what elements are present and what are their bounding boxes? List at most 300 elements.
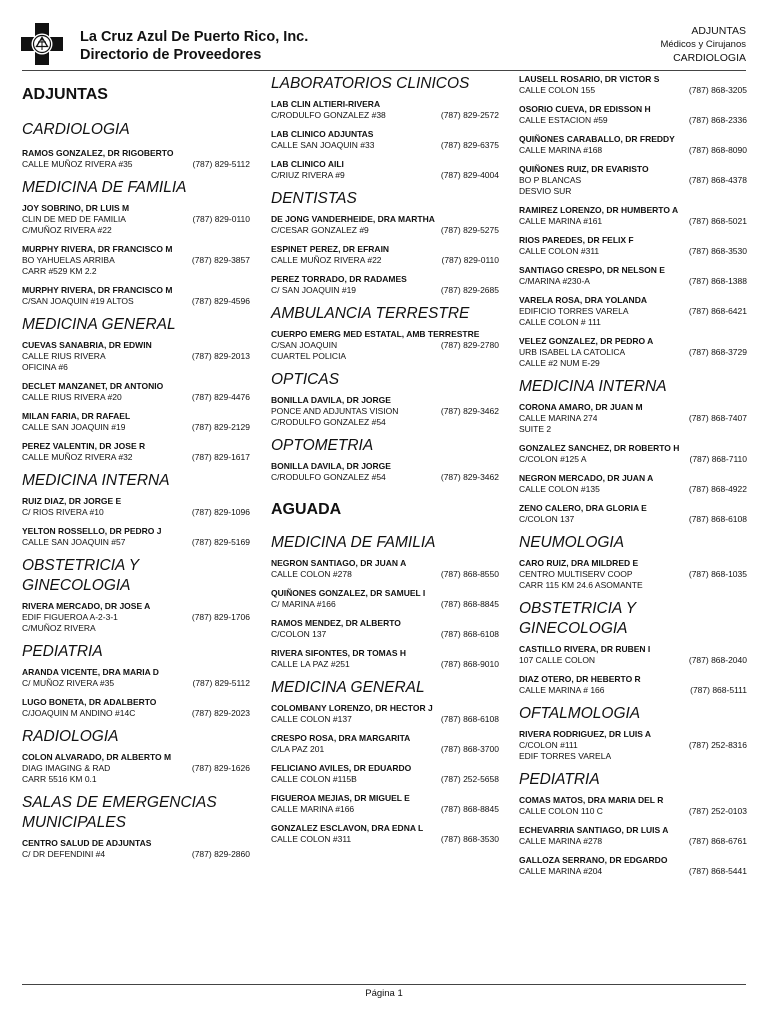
provider-address-row <box>519 514 747 525</box>
provider-phone: (787) 252-8316 <box>688 740 747 750</box>
provider-address-row <box>271 774 499 785</box>
provider-name: RIVERA MERCADO, DR JOSE A <box>22 601 151 611</box>
provider-address-row <box>271 351 499 362</box>
provider-phone: (787) 829-3462 <box>440 406 499 416</box>
provider-entry <box>519 674 747 696</box>
provider-address-row <box>271 804 499 815</box>
provider-entry <box>271 793 499 815</box>
provider-phone: (787) 868-2040 <box>688 655 747 665</box>
provider-entry <box>271 99 499 121</box>
provider-address: C/CESAR GONZALEZ #9 <box>271 225 369 235</box>
provider-address-row <box>271 285 499 296</box>
provider-address: CALLE RIUS RIVERA <box>22 351 106 361</box>
provider-phone: (787) 868-3729 <box>688 347 747 357</box>
provider-entry <box>22 411 250 433</box>
provider-address: CALLE MARINA # 166 <box>519 685 605 695</box>
specialty-heading: OBSTETRICIA Y GINECOLOGIA <box>22 557 139 594</box>
provider-address-row <box>519 175 747 186</box>
provider-address-row <box>22 362 250 373</box>
provider-entry <box>22 601 250 634</box>
provider-address-row <box>271 659 499 670</box>
provider-entry <box>22 381 250 403</box>
provider-address: C/RIUZ RIVERA #9 <box>271 170 345 180</box>
provider-address: C/ DR DEFENDINI #4 <box>22 849 106 859</box>
directory-column-3 <box>519 74 747 885</box>
provider-name: QUIÑONES GONZALEZ, DR SAMUEL I <box>271 588 426 598</box>
provider-address-row <box>271 569 499 580</box>
provider-address: CALLE COLON #135 <box>519 484 600 494</box>
provider-phone: (787) 868-6421 <box>688 306 747 316</box>
specialty-heading: LABORATORIOS CLINICOS <box>271 75 470 92</box>
provider-name: CORONA AMARO, DR JUAN M <box>519 402 643 412</box>
provider-address: CALLE RIUS RIVERA #20 <box>22 392 122 402</box>
provider-name: OSORIO CUEVA, DR EDISSON H <box>519 104 651 114</box>
provider-address: CALLE COLON # 111 <box>519 317 601 327</box>
provider-phone: (787) 829-2572 <box>440 110 499 120</box>
provider-address: C/ SAN JOAQUIN #19 <box>271 285 357 295</box>
page-number: Página 1 <box>365 988 403 999</box>
provider-phone: (787) 868-5021 <box>688 216 747 226</box>
header-category: Médicos y Cirujanos <box>660 39 746 50</box>
provider-name: MURPHY RIVERA, DR FRANCISCO M <box>22 244 173 254</box>
provider-address-row <box>271 255 499 266</box>
specialty-heading: PEDIATRIA <box>519 771 600 788</box>
provider-phone: (787) 868-6108 <box>688 514 747 524</box>
provider-phone: (787) 868-7110 <box>689 454 747 464</box>
provider-name: LAB CLINICO AILI <box>271 159 344 169</box>
provider-address: C/JOAQUIN M ANDINO #14C <box>22 708 136 718</box>
provider-address-row <box>271 714 499 725</box>
provider-address-row <box>519 685 747 696</box>
provider-address-row <box>22 774 250 785</box>
blue-cross-logo-icon <box>20 22 64 66</box>
provider-address-row <box>22 266 250 277</box>
provider-entry <box>271 329 499 362</box>
provider-entry <box>22 667 250 689</box>
provider-name: PEREZ TORRADO, DR RADAMES <box>271 274 407 284</box>
provider-entry <box>519 503 747 525</box>
provider-address: CALLE MARINA #166 <box>271 804 355 814</box>
provider-address-row <box>271 599 499 610</box>
provider-name: DECLET MANZANET, DR ANTONIO <box>22 381 164 391</box>
provider-phone: (787) 829-4476 <box>191 392 250 402</box>
provider-phone: (787) 868-6108 <box>440 629 499 639</box>
city-heading: ADJUNTAS <box>22 86 108 103</box>
provider-address: C/LA PAZ 201 <box>271 744 325 754</box>
provider-address: CALLE MUÑOZ RIVERA #32 <box>22 452 133 462</box>
provider-phone: (787) 829-1706 <box>191 612 250 622</box>
provider-address-row <box>519 246 747 257</box>
provider-phone: (787) 868-4922 <box>688 484 747 494</box>
provider-name: VARELA ROSA, DRA YOLANDA <box>519 295 647 305</box>
provider-address: CALLE COLON #115B <box>271 774 357 784</box>
provider-address: CALLE #2 NUM E-29 <box>519 358 600 368</box>
provider-name: ESPINET PEREZ, DR EFRAIN <box>271 244 390 254</box>
provider-phone: (787) 252-5658 <box>440 774 499 784</box>
provider-phone: (787) 868-3205 <box>688 85 747 95</box>
provider-phone: (787) 829-2129 <box>191 422 250 432</box>
provider-phone: (787) 868-8550 <box>440 569 499 579</box>
provider-name: BONILLA DAVILA, DR JORGE <box>271 461 391 471</box>
provider-address-row <box>519 347 747 358</box>
provider-entry <box>271 159 499 181</box>
provider-address-row <box>519 317 747 328</box>
provider-address: CALLE COLON #278 <box>271 569 352 579</box>
provider-entry <box>271 395 499 428</box>
provider-entry <box>519 825 747 847</box>
provider-phone: (787) 868-3530 <box>440 834 499 844</box>
provider-entry <box>271 558 499 580</box>
provider-phone: (787) 252-0103 <box>688 806 747 816</box>
provider-entry <box>519 336 747 369</box>
provider-phone: (787) 868-2336 <box>688 115 747 125</box>
provider-address-row <box>519 655 747 666</box>
provider-phone: (787) 868-5111 <box>690 685 747 695</box>
provider-entry <box>271 461 499 483</box>
provider-name: COLOMBANY LORENZO, DR HECTOR J <box>271 703 433 713</box>
organization-name: La Cruz Azul De Puerto Rico, Inc. <box>80 29 309 45</box>
provider-name: GONZALEZ ESCLAVON, DRA EDNA L <box>271 823 424 833</box>
provider-address-row <box>22 612 250 623</box>
provider-address-row <box>271 170 499 181</box>
provider-address-row <box>519 145 747 156</box>
specialty-heading: PEDIATRIA <box>22 643 103 660</box>
provider-entry <box>519 795 747 817</box>
provider-phone: (787) 829-5112 <box>192 159 250 169</box>
provider-phone: (787) 829-2013 <box>191 351 250 361</box>
provider-address: CALLE MARINA #204 <box>519 866 603 876</box>
provider-address: C/RODULFO GONZALEZ #54 <box>271 472 386 482</box>
provider-entry <box>519 74 747 96</box>
provider-address-row <box>519 806 747 817</box>
provider-address: OFICINA #6 <box>22 362 68 372</box>
provider-address-row <box>22 623 250 634</box>
provider-address: CALLE COLON #311 <box>519 246 600 256</box>
provider-name: JOY SOBRINO, DR LUIS M <box>22 203 130 213</box>
provider-address-row <box>22 225 250 236</box>
provider-entry <box>22 441 250 463</box>
provider-address: CALLE MARINA #168 <box>519 145 603 155</box>
provider-address-row <box>271 472 499 483</box>
provider-address-row <box>271 110 499 121</box>
specialty-heading: MEDICINA INTERNA <box>519 378 667 395</box>
provider-name: PEREZ VALENTIN, DR JOSE R <box>22 441 146 451</box>
provider-phone: (787) 868-8845 <box>440 804 499 814</box>
provider-address: CALLE SAN JOAQUIN #57 <box>22 537 126 547</box>
provider-address: BO YAHUELAS ARRIBA <box>22 255 115 265</box>
provider-address-row <box>22 255 250 266</box>
provider-address: C/ MARINA #166 <box>271 599 336 609</box>
header-specialty: CARDIOLOGIA <box>673 52 746 64</box>
provider-address: CALLE MUÑOZ RIVERA #35 <box>22 159 133 169</box>
provider-phone: (787) 868-8090 <box>688 145 747 155</box>
provider-address-row <box>519 866 747 877</box>
provider-entry <box>22 526 250 548</box>
provider-entry <box>22 697 250 719</box>
provider-address: C/SAN JOAQUIN #19 ALTOS <box>22 296 134 306</box>
specialty-heading: SALAS DE EMERGENCIAS MUNICIPALES <box>22 794 217 831</box>
provider-name: QUIÑONES RUIZ, DR EVARISTO <box>519 164 649 174</box>
provider-phone: (787) 829-1096 <box>191 507 250 517</box>
provider-name: CUERPO EMERG MED ESTATAL, AMB TERRESTRE <box>271 329 480 339</box>
provider-phone: (787) 868-7407 <box>688 413 747 423</box>
provider-address: C/MUÑOZ RIVERA #22 <box>22 225 112 235</box>
provider-entry <box>519 402 747 435</box>
provider-phone: (787) 829-2860 <box>191 849 250 859</box>
provider-entry <box>271 703 499 725</box>
provider-address: EDIF TORRES VARELA <box>519 751 612 761</box>
provider-address-row <box>22 763 250 774</box>
provider-address: CALLE ESTACION #59 <box>519 115 608 125</box>
provider-address: CALLE MARINA #161 <box>519 216 603 226</box>
provider-address: C/RODULFO GONZALEZ #54 <box>271 417 386 427</box>
provider-name: RAMOS MENDEZ, DR ALBERTO <box>271 618 401 628</box>
provider-name: QUIÑONES CARABALLO, DR FREDDY <box>519 134 675 144</box>
city-heading: AGUADA <box>271 501 342 518</box>
provider-phone: (787) 829-4004 <box>440 170 499 180</box>
provider-name: RIVERA RODRIGUEZ, DR LUIS A <box>519 729 652 739</box>
provider-address: C/SAN JOAQUIN <box>271 340 338 350</box>
provider-address-row <box>519 358 747 369</box>
provider-entry <box>519 205 747 227</box>
provider-phone: (787) 868-9010 <box>440 659 499 669</box>
specialty-heading: NEUMOLOGIA <box>519 534 625 551</box>
provider-address-row <box>519 580 747 591</box>
specialty-heading: MEDICINA DE FAMILIA <box>22 179 187 196</box>
provider-address: C/COLON 137 <box>519 514 575 524</box>
provider-address: CALLE SAN JOAQUIN #19 <box>22 422 126 432</box>
provider-address-row <box>519 424 747 435</box>
provider-entry <box>271 648 499 670</box>
provider-address: CALLE SAN JOAQUIN #33 <box>271 140 375 150</box>
provider-address-row <box>519 306 747 317</box>
provider-name: MURPHY RIVERA, DR FRANCISCO M <box>22 285 173 295</box>
provider-phone: (787) 829-2685 <box>440 285 499 295</box>
provider-address: DIAG IMAGING & RAD <box>22 763 111 773</box>
provider-entry <box>519 134 747 156</box>
provider-name: COMAS MATOS, DRA MARIA DEL R <box>519 795 664 805</box>
provider-address: C/ RIOS RIVERA #10 <box>22 507 104 517</box>
provider-address: CALLE COLON #311 <box>271 834 352 844</box>
provider-address: 107 CALLE COLON <box>519 655 596 665</box>
provider-phone: (787) 868-3700 <box>440 744 499 754</box>
provider-name: FELICIANO AVILES, DR EDUARDO <box>271 763 412 773</box>
provider-address: CENTRO MULTISERV COOP <box>519 569 633 579</box>
provider-address-row <box>271 225 499 236</box>
provider-address: URB ISABEL LA CATOLICA <box>519 347 626 357</box>
specialty-heading: OFTALMOLOGIA <box>519 705 641 722</box>
provider-entry <box>519 473 747 495</box>
provider-address-row <box>519 751 747 762</box>
provider-address: CLIN DE MED DE FAMILIA <box>22 214 126 224</box>
provider-address: CALLE LA PAZ #251 <box>271 659 350 669</box>
provider-address-row <box>22 214 250 225</box>
provider-name: LAB CLIN ALTIERI-RIVERA <box>271 99 381 109</box>
provider-address-row <box>22 537 250 548</box>
provider-entry <box>271 274 499 296</box>
provider-phone: (787) 868-6108 <box>440 714 499 724</box>
specialty-heading: CARDIOLOGIA <box>22 121 130 138</box>
provider-address-row <box>22 422 250 433</box>
provider-phone: (787) 829-0110 <box>192 214 250 224</box>
provider-phone: (787) 829-3462 <box>440 472 499 482</box>
provider-phone: (787) 829-1617 <box>191 452 250 462</box>
provider-entry <box>22 148 250 170</box>
provider-entry <box>519 558 747 591</box>
provider-address: CUARTEL POLICIA <box>271 351 347 361</box>
specialty-heading: OPTOMETRIA <box>271 437 374 454</box>
provider-address-row <box>22 708 250 719</box>
provider-name: GONZALEZ SANCHEZ, DR ROBERTO H <box>519 443 680 453</box>
provider-name: RAMIREZ LORENZO, DR HUMBERTO A <box>519 205 679 215</box>
provider-address: CARR 5516 KM 0.1 <box>22 774 97 784</box>
provider-name: RIOS PAREDES, DR FELIX F <box>519 235 634 245</box>
provider-address: C/RODULFO GONZALEZ #38 <box>271 110 386 120</box>
provider-address: C/MUÑOZ RIVERA <box>22 623 96 633</box>
specialty-heading: OPTICAS <box>271 371 340 388</box>
provider-address-row <box>22 351 250 362</box>
provider-name: RUIZ DIAZ, DR JORGE E <box>22 496 122 506</box>
provider-name: DE JONG VANDERHEIDE, DRA MARTHA <box>271 214 435 224</box>
provider-name: LUGO BONETA, DR ADALBERTO <box>22 697 157 707</box>
provider-entry <box>519 295 747 328</box>
provider-address-row <box>519 836 747 847</box>
provider-phone: (787) 829-1626 <box>191 763 250 773</box>
provider-address: CARR 115 KM 24.6 ASOMANTE <box>519 580 643 590</box>
provider-name: COLON ALVARADO, DR ALBERTO M <box>22 752 172 762</box>
provider-address: CARR #529 KM 2.2 <box>22 266 97 276</box>
provider-address-row <box>271 629 499 640</box>
provider-address-row <box>22 849 250 860</box>
provider-entry <box>519 729 747 762</box>
provider-address-row <box>519 484 747 495</box>
provider-phone: (787) 868-1035 <box>688 569 747 579</box>
provider-entry <box>519 235 747 257</box>
provider-address: C/ MUÑOZ RIVERA #35 <box>22 678 115 688</box>
provider-entry <box>271 244 499 266</box>
header-city: ADJUNTAS <box>691 25 746 37</box>
provider-name: NEGRON MERCADO, DR JUAN A <box>519 473 654 483</box>
provider-address: CALLE MUÑOZ RIVERA #22 <box>271 255 382 265</box>
provider-phone: (787) 829-6375 <box>440 140 499 150</box>
provider-address-row <box>22 296 250 307</box>
provider-phone: (787) 829-2023 <box>191 708 250 718</box>
provider-address-row <box>519 276 747 287</box>
provider-name: CARO RUIZ, DRA MILDRED E <box>519 558 639 568</box>
provider-name: LAUSELL ROSARIO, DR VICTOR S <box>519 74 660 84</box>
provider-entry <box>22 244 250 277</box>
provider-phone: (787) 829-3857 <box>191 255 250 265</box>
specialty-heading: RADIOLOGIA <box>22 728 119 745</box>
provider-address-row <box>519 454 747 465</box>
document-title: Directorio de Proveedores <box>80 47 262 63</box>
provider-address-row <box>271 417 499 428</box>
provider-address-row <box>519 186 747 197</box>
provider-name: LAB CLINICO ADJUNTAS <box>271 129 374 139</box>
provider-name: GALLOZA SERRANO, DR EDGARDO <box>519 855 668 865</box>
provider-address-row <box>22 392 250 403</box>
specialty-heading: MEDICINA GENERAL <box>22 316 176 333</box>
provider-entry <box>271 129 499 151</box>
provider-entry <box>271 214 499 236</box>
provider-phone: (787) 868-1388 <box>688 276 747 286</box>
provider-address-row <box>271 834 499 845</box>
provider-name: ECHEVARRIA SANTIAGO, DR LUIS A <box>519 825 669 835</box>
provider-name: MILAN FARIA, DR RAFAEL <box>22 411 131 421</box>
provider-phone: (787) 829-4596 <box>191 296 250 306</box>
provider-address-row <box>22 678 250 689</box>
provider-entry <box>519 644 747 666</box>
provider-phone: (787) 868-3530 <box>688 246 747 256</box>
provider-address-row <box>519 216 747 227</box>
provider-phone: (787) 829-0110 <box>441 255 499 265</box>
provider-address-row <box>519 115 747 126</box>
provider-phone: (787) 829-2780 <box>440 340 499 350</box>
provider-address: C/COLON #125 A <box>519 454 587 464</box>
header-divider <box>22 70 746 71</box>
provider-name: BONILLA DAVILA, DR JORGE <box>271 395 391 405</box>
provider-address-row <box>271 140 499 151</box>
provider-address: C/COLON 137 <box>271 629 327 639</box>
provider-phone: (787) 829-5169 <box>191 537 250 547</box>
provider-entry <box>519 265 747 287</box>
provider-entry <box>271 733 499 755</box>
provider-address: CALLE COLON 110 C <box>519 806 603 816</box>
provider-name: ARANDA VICENTE, DRA MARIA D <box>22 667 159 677</box>
provider-address: C/MARINA #230-A <box>519 276 590 286</box>
provider-name: ZENO CALERO, DRA GLORIA E <box>519 503 647 513</box>
provider-address-row <box>519 569 747 580</box>
provider-address-row <box>271 744 499 755</box>
provider-address-row <box>519 740 747 751</box>
specialty-heading: DENTISTAS <box>271 190 357 207</box>
page-header <box>0 0 768 72</box>
directory-column-1 <box>22 74 250 868</box>
provider-address-row <box>519 85 747 96</box>
provider-entry <box>519 855 747 877</box>
provider-entry <box>271 763 499 785</box>
provider-name: SANTIAGO CRESPO, DR NELSON E <box>519 265 665 275</box>
provider-address: CALLE COLON #137 <box>271 714 352 724</box>
provider-address: PONCE AND ADJUNTAS VISION <box>271 406 399 416</box>
provider-phone: (787) 868-6761 <box>688 836 747 846</box>
provider-phone: (787) 868-4378 <box>688 175 747 185</box>
specialty-heading: MEDICINA GENERAL <box>271 679 425 696</box>
provider-entry <box>22 285 250 307</box>
specialty-heading: MEDICINA INTERNA <box>22 472 170 489</box>
specialty-heading: OBSTETRICIA Y GINECOLOGIA <box>519 600 636 637</box>
provider-address: CALLE MARINA #278 <box>519 836 603 846</box>
provider-entry <box>22 340 250 373</box>
provider-address-row <box>271 340 499 351</box>
provider-address: DESVIO SUR <box>519 186 572 196</box>
provider-entry <box>22 203 250 236</box>
header-context <box>660 24 746 65</box>
provider-name: CENTRO SALUD DE ADJUNTAS <box>22 838 152 848</box>
provider-entry <box>519 443 747 465</box>
provider-name: CUEVAS SANABRIA, DR EDWIN <box>22 340 152 350</box>
provider-entry <box>271 618 499 640</box>
provider-name: RIVERA SIFONTES, DR TOMAS H <box>271 648 407 658</box>
specialty-heading: AMBULANCIA TERRESTRE <box>271 305 470 322</box>
footer-divider <box>22 984 746 985</box>
provider-address-row <box>22 452 250 463</box>
provider-address: BO P BLANCAS <box>519 175 582 185</box>
provider-name: YELTON ROSSELLO, DR PEDRO J <box>22 526 162 536</box>
provider-entry <box>519 164 747 197</box>
provider-address-row <box>519 413 747 424</box>
provider-address-row <box>271 406 499 417</box>
